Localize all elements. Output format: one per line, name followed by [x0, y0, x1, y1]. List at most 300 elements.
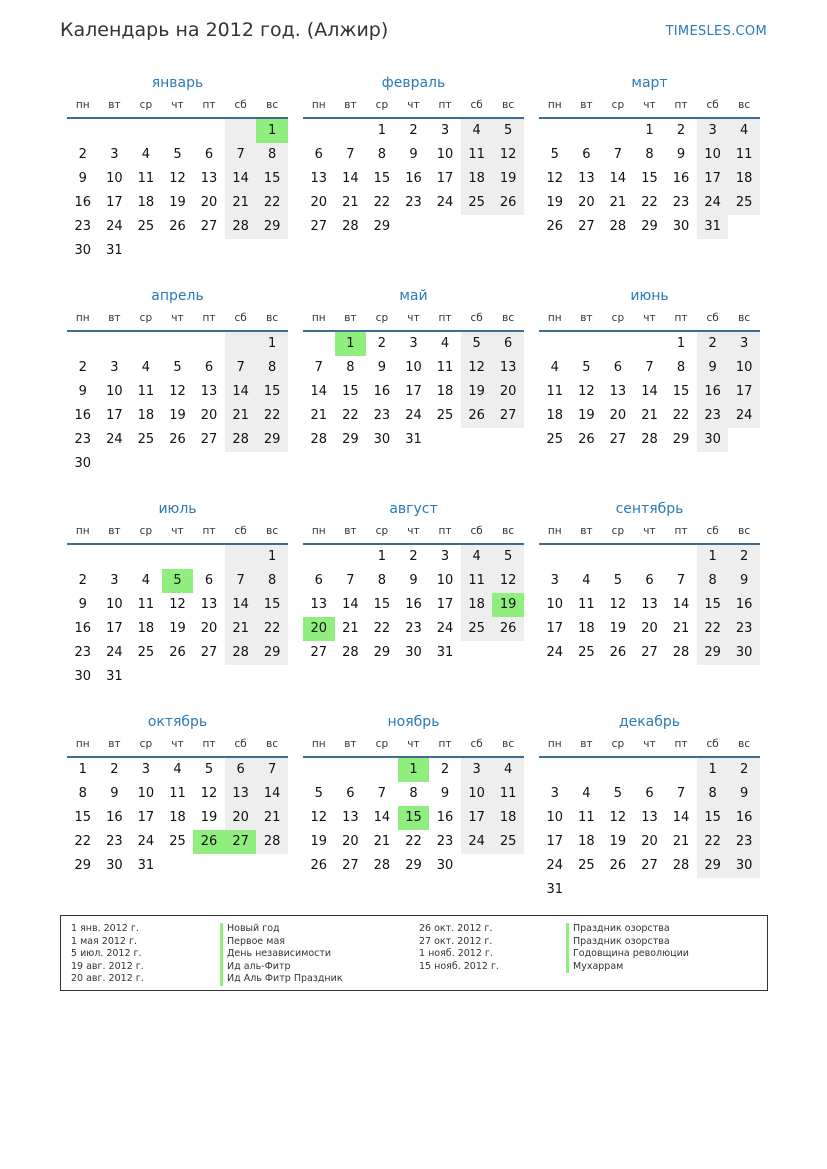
day-grid	[303, 758, 524, 878]
holiday-date: 1 мая 2012 г.	[71, 935, 137, 947]
day-cell: 28	[342, 645, 359, 660]
day-cell: 18	[461, 593, 493, 617]
day-cell: 2	[110, 762, 119, 777]
day-cell: 5	[582, 360, 591, 375]
day-grid	[539, 545, 760, 665]
weekday-label: вт	[580, 525, 593, 537]
weekday-label: сб	[470, 312, 483, 324]
day-cell: 21	[225, 191, 257, 215]
day-cell: 12	[169, 171, 186, 186]
day-cell: 11	[436, 360, 454, 375]
day-cell: 21	[225, 404, 257, 428]
empty-cell	[303, 545, 335, 569]
day-cell: 28	[256, 830, 288, 854]
holiday-name: Годовщина революции	[566, 948, 689, 961]
weekday-label: чт	[643, 312, 656, 324]
day-cell: 4	[461, 119, 493, 143]
day-grid	[303, 119, 524, 239]
day-cell: 8	[697, 782, 729, 806]
day-cell: 28	[310, 432, 328, 447]
weekday-label: чт	[171, 525, 184, 537]
day-cell: 1	[697, 545, 729, 569]
weekday-label: сб	[470, 525, 483, 537]
day-cell: 7	[676, 573, 686, 588]
day-cell: 12	[492, 143, 524, 167]
day-cell: 24	[106, 645, 123, 660]
day-cell: 18	[137, 195, 155, 210]
day-cell: 26	[492, 617, 524, 641]
day-cell: 22	[373, 621, 391, 636]
weekday-label: пн	[547, 99, 562, 111]
day-cell: 13	[200, 171, 218, 186]
day-cell: 15	[373, 171, 391, 186]
weekday-label: вс	[502, 99, 515, 111]
day-cell: 19	[169, 195, 186, 210]
weekday-label: пт	[202, 525, 216, 537]
day-cell: 10	[137, 786, 155, 801]
day-cell: 24	[106, 219, 123, 234]
day-cell: 6	[582, 147, 591, 162]
holiday-day: 20	[303, 617, 335, 641]
day-cell: 4	[141, 573, 151, 588]
day-cell: 17	[461, 806, 493, 830]
day-cell: 5	[173, 147, 182, 162]
day-cell: 25	[461, 617, 493, 641]
day-cell: 18	[436, 384, 454, 399]
day-cell: 11	[492, 782, 524, 806]
day-cell: 13	[200, 384, 218, 399]
day-cell: 23	[74, 219, 92, 234]
day-cell: 7	[314, 360, 323, 375]
day-cell: 4	[582, 786, 591, 801]
holiday-day: 1	[398, 758, 430, 782]
empty-cell	[162, 332, 194, 356]
weekday-label: ср	[611, 312, 625, 324]
day-cell: 7	[225, 143, 257, 167]
day-cell: 22	[672, 408, 690, 423]
empty-cell	[571, 332, 603, 356]
holiday-date: 19 авг. 2012 г.	[71, 960, 144, 972]
day-cell: 25	[728, 191, 760, 215]
empty-cell	[193, 119, 225, 143]
day-cell: 16	[373, 384, 391, 399]
day-cell: 15	[256, 380, 288, 404]
empty-cell	[99, 119, 131, 143]
weekday-label: сб	[470, 99, 483, 111]
day-cell: 3	[110, 360, 119, 375]
day-cell: 14	[225, 380, 257, 404]
empty-cell	[193, 332, 225, 356]
weekday-label: вс	[738, 99, 751, 111]
holiday-date: 5 июл. 2012 г.	[71, 948, 142, 960]
weekday-header	[67, 733, 288, 758]
day-cell: 18	[546, 408, 564, 423]
month-block	[303, 498, 524, 711]
day-cell: 21	[373, 834, 391, 849]
day-cell: 17	[106, 195, 123, 210]
day-cell: 24	[106, 432, 123, 447]
day-cell: 2	[78, 360, 87, 375]
day-cell: 23	[697, 404, 729, 428]
day-cell: 8	[256, 569, 288, 593]
month-name: март	[631, 75, 668, 91]
day-cell: 20	[641, 834, 658, 849]
weekday-label: сб	[234, 99, 247, 111]
month-name: июль	[158, 501, 197, 517]
day-cell: 24	[728, 404, 760, 428]
day-cell: 27	[310, 645, 328, 660]
day-cell: 11	[728, 143, 760, 167]
site-link[interactable]: TIMESLES.COM	[665, 24, 767, 39]
day-cell: 12	[578, 384, 595, 399]
empty-cell	[571, 545, 603, 569]
day-cell: 26	[609, 645, 627, 660]
day-cell: 20	[609, 408, 627, 423]
day-grid	[303, 332, 524, 452]
day-cell: 25	[461, 191, 493, 215]
holiday-day: 1	[335, 332, 367, 356]
day-cell: 1	[256, 332, 288, 356]
day-cell: 25	[546, 432, 564, 447]
day-cell: 25	[137, 219, 155, 234]
day-cell: 30	[728, 641, 760, 665]
day-cell: 18	[492, 806, 524, 830]
day-cell: 14	[256, 782, 288, 806]
day-cell: 30	[74, 669, 92, 684]
month-block	[67, 72, 288, 285]
day-cell: 9	[78, 597, 87, 612]
weekday-label: пт	[202, 738, 216, 750]
day-cell: 30	[74, 456, 92, 471]
day-cell: 27	[641, 858, 658, 873]
day-cell: 9	[78, 384, 87, 399]
day-cell: 31	[106, 243, 123, 258]
day-cell: 29	[373, 645, 391, 660]
empty-cell	[162, 119, 194, 143]
day-cell: 4	[440, 336, 450, 351]
months-grid	[67, 72, 760, 924]
day-cell: 11	[137, 171, 155, 186]
weekday-header	[67, 94, 288, 119]
weekday-label: пн	[75, 738, 90, 750]
day-cell: 11	[137, 597, 155, 612]
day-cell: 18	[578, 621, 595, 636]
day-cell: 21	[225, 617, 257, 641]
day-cell: 6	[613, 360, 623, 375]
weekday-header	[539, 94, 760, 119]
day-cell: 22	[256, 617, 288, 641]
day-cell: 3	[110, 147, 119, 162]
day-cell: 4	[141, 147, 151, 162]
day-cell: 2	[78, 573, 87, 588]
day-cell: 18	[169, 810, 186, 825]
holiday-day: 15	[398, 806, 430, 830]
page-title: Календарь на 2012 год. (Алжир)	[60, 19, 389, 41]
day-cell: 17	[106, 621, 123, 636]
weekday-label: ср	[139, 525, 153, 537]
empty-cell	[303, 332, 335, 356]
weekday-label: чт	[171, 99, 184, 111]
day-cell: 9	[728, 782, 760, 806]
day-cell: 30	[106, 858, 123, 873]
day-cell: 18	[137, 621, 155, 636]
weekday-label: чт	[407, 525, 420, 537]
day-grid	[67, 545, 288, 689]
day-cell: 9	[409, 147, 418, 162]
day-cell: 26	[461, 404, 493, 428]
day-cell: 10	[436, 573, 454, 588]
day-cell: 25	[137, 432, 155, 447]
day-cell: 2	[728, 545, 760, 569]
empty-cell	[303, 119, 335, 143]
day-cell: 20	[578, 195, 595, 210]
day-cell: 17	[436, 597, 454, 612]
day-cell: 25	[169, 834, 186, 849]
weekday-header	[303, 520, 524, 545]
month-name: февраль	[381, 75, 446, 91]
day-cell: 19	[609, 621, 627, 636]
day-cell: 29	[342, 432, 359, 447]
weekday-label: вс	[738, 525, 751, 537]
day-cell: 22	[373, 195, 391, 210]
weekday-label: пт	[674, 99, 688, 111]
day-cell: 8	[78, 786, 87, 801]
day-cell: 17	[546, 834, 564, 849]
weekday-label: пт	[438, 525, 452, 537]
day-cell: 21	[256, 806, 288, 830]
day-cell: 22	[697, 830, 729, 854]
day-cell: 4	[461, 545, 493, 569]
day-cell: 7	[377, 786, 387, 801]
holiday-day: 1	[256, 119, 288, 143]
day-cell: 23	[728, 617, 760, 641]
day-cell: 19	[169, 408, 186, 423]
day-cell: 19	[578, 408, 595, 423]
holiday-date: 26 окт. 2012 г.	[419, 923, 493, 934]
day-cell: 30	[697, 428, 729, 452]
day-cell: 12	[546, 171, 564, 186]
day-cell: 12	[609, 810, 627, 825]
day-cell: 14	[672, 597, 690, 612]
day-cell: 21	[342, 195, 359, 210]
day-cell: 23	[373, 408, 391, 423]
day-cell: 23	[106, 834, 123, 849]
day-cell: 9	[676, 147, 686, 162]
day-cell: 25	[137, 645, 155, 660]
weekday-label: сб	[470, 738, 483, 750]
day-cell: 23	[672, 195, 690, 210]
day-cell: 27	[200, 645, 218, 660]
day-cell: 15	[256, 593, 288, 617]
day-cell: 22	[641, 195, 658, 210]
empty-cell	[67, 119, 99, 143]
day-cell: 19	[169, 621, 186, 636]
weekday-label: сб	[234, 312, 247, 324]
holiday-name: Первое мая	[220, 936, 343, 949]
weekday-label: сб	[234, 738, 247, 750]
day-cell: 19	[492, 167, 524, 191]
day-cell: 8	[645, 147, 654, 162]
weekday-label: вт	[108, 738, 121, 750]
day-cell: 29	[641, 219, 658, 234]
day-cell: 24	[137, 834, 155, 849]
day-cell: 28	[225, 428, 257, 452]
day-cell: 20	[342, 834, 359, 849]
day-cell: 26	[492, 191, 524, 215]
day-cell: 8	[409, 786, 418, 801]
day-cell: 19	[461, 380, 493, 404]
day-cell: 23	[436, 834, 454, 849]
empty-cell	[67, 332, 99, 356]
day-cell: 10	[728, 356, 760, 380]
day-cell: 6	[225, 758, 257, 782]
day-cell: 17	[405, 384, 422, 399]
day-cell: 7	[225, 569, 257, 593]
weekday-label: вс	[502, 312, 515, 324]
day-cell: 12	[492, 569, 524, 593]
day-cell: 23	[405, 621, 422, 636]
day-cell: 5	[550, 147, 559, 162]
month-name: ноябрь	[387, 714, 440, 730]
weekday-label: ср	[611, 99, 625, 111]
weekday-label: чт	[407, 99, 420, 111]
day-cell: 4	[173, 762, 182, 777]
day-cell: 14	[225, 167, 257, 191]
day-cell: 26	[169, 645, 186, 660]
day-cell: 8	[377, 147, 387, 162]
day-cell: 16	[74, 621, 92, 636]
day-cell: 31	[137, 858, 155, 873]
day-cell: 9	[697, 356, 729, 380]
day-cell: 10	[106, 597, 123, 612]
empty-cell	[602, 758, 634, 782]
day-cell: 9	[440, 786, 450, 801]
day-cell: 28	[672, 858, 690, 873]
empty-cell	[162, 545, 194, 569]
holiday-date: 1 нояб. 2012 г.	[419, 948, 493, 960]
day-cell: 28	[641, 432, 658, 447]
month-block	[303, 285, 524, 498]
day-cell: 8	[377, 573, 387, 588]
day-cell: 13	[641, 597, 658, 612]
day-cell: 14	[225, 593, 257, 617]
weekday-label: ср	[139, 99, 153, 111]
day-cell: 15	[672, 384, 690, 399]
empty-cell	[335, 545, 367, 569]
empty-cell	[634, 758, 666, 782]
month-block	[303, 72, 524, 285]
day-cell: 25	[436, 408, 454, 423]
day-cell: 6	[204, 573, 214, 588]
empty-cell	[634, 545, 666, 569]
empty-cell	[335, 119, 367, 143]
day-cell: 12	[169, 597, 186, 612]
day-cell: 3	[550, 786, 559, 801]
holiday-dates-column	[419, 923, 499, 973]
day-cell: 24	[436, 621, 454, 636]
weekday-label: пн	[311, 99, 326, 111]
day-cell: 29	[373, 219, 391, 234]
day-cell: 14	[609, 171, 627, 186]
holiday-day: 19	[492, 593, 524, 617]
day-cell: 16	[728, 806, 760, 830]
day-cell: 10	[436, 147, 454, 162]
day-cell: 26	[169, 219, 186, 234]
day-cell: 15	[697, 593, 729, 617]
holiday-day: 26	[193, 830, 225, 854]
day-grid	[67, 119, 288, 263]
weekday-label: пт	[438, 738, 452, 750]
holiday-name: Новый год	[220, 923, 343, 936]
day-cell: 27	[200, 432, 218, 447]
weekday-label: вт	[344, 525, 357, 537]
weekday-label: чт	[171, 312, 184, 324]
weekday-label: вс	[266, 99, 279, 111]
day-cell: 5	[173, 360, 182, 375]
empty-cell	[539, 119, 571, 143]
day-cell: 1	[697, 758, 729, 782]
day-cell: 27	[578, 219, 595, 234]
month-name: январь	[151, 75, 204, 91]
day-cell: 10	[546, 810, 564, 825]
weekday-header	[67, 307, 288, 332]
day-cell: 10	[405, 360, 422, 375]
empty-cell	[303, 758, 335, 782]
day-cell: 17	[697, 167, 729, 191]
weekday-label: ср	[375, 99, 389, 111]
weekday-label: сб	[706, 99, 719, 111]
month-name: апрель	[151, 288, 204, 304]
day-cell: 17	[436, 171, 454, 186]
day-cell: 29	[672, 432, 690, 447]
day-cell: 14	[342, 171, 359, 186]
day-cell: 15	[74, 810, 92, 825]
holiday-name: День независимости	[220, 948, 343, 961]
weekday-header	[303, 94, 524, 119]
month-block	[303, 711, 524, 924]
weekday-label: сб	[706, 738, 719, 750]
empty-cell	[665, 758, 697, 782]
day-cell: 31	[106, 669, 123, 684]
weekday-label: пн	[547, 738, 562, 750]
month-block	[539, 711, 760, 924]
day-cell: 23	[405, 195, 422, 210]
day-cell: 15	[697, 806, 729, 830]
day-cell: 5	[613, 573, 623, 588]
weekday-label: пт	[438, 312, 452, 324]
day-cell: 29	[697, 641, 729, 665]
weekday-label: пт	[202, 312, 216, 324]
day-cell: 21	[609, 195, 627, 210]
month-name: август	[389, 501, 438, 517]
day-cell: 3	[440, 123, 450, 138]
holiday-date: 15 нояб. 2012 г.	[419, 960, 499, 972]
day-cell: 6	[346, 786, 355, 801]
empty-cell	[539, 545, 571, 569]
day-cell: 11	[137, 384, 155, 399]
day-cell: 22	[256, 404, 288, 428]
day-cell: 24	[405, 408, 422, 423]
day-cell: 16	[74, 195, 92, 210]
day-cell: 18	[461, 167, 493, 191]
day-cell: 2	[409, 123, 418, 138]
day-cell: 22	[405, 834, 422, 849]
holiday-name: Праздник озорства	[566, 923, 689, 936]
day-cell: 29	[74, 858, 92, 873]
day-cell: 17	[106, 408, 123, 423]
weekday-label: пт	[674, 312, 688, 324]
day-cell: 12	[310, 810, 328, 825]
